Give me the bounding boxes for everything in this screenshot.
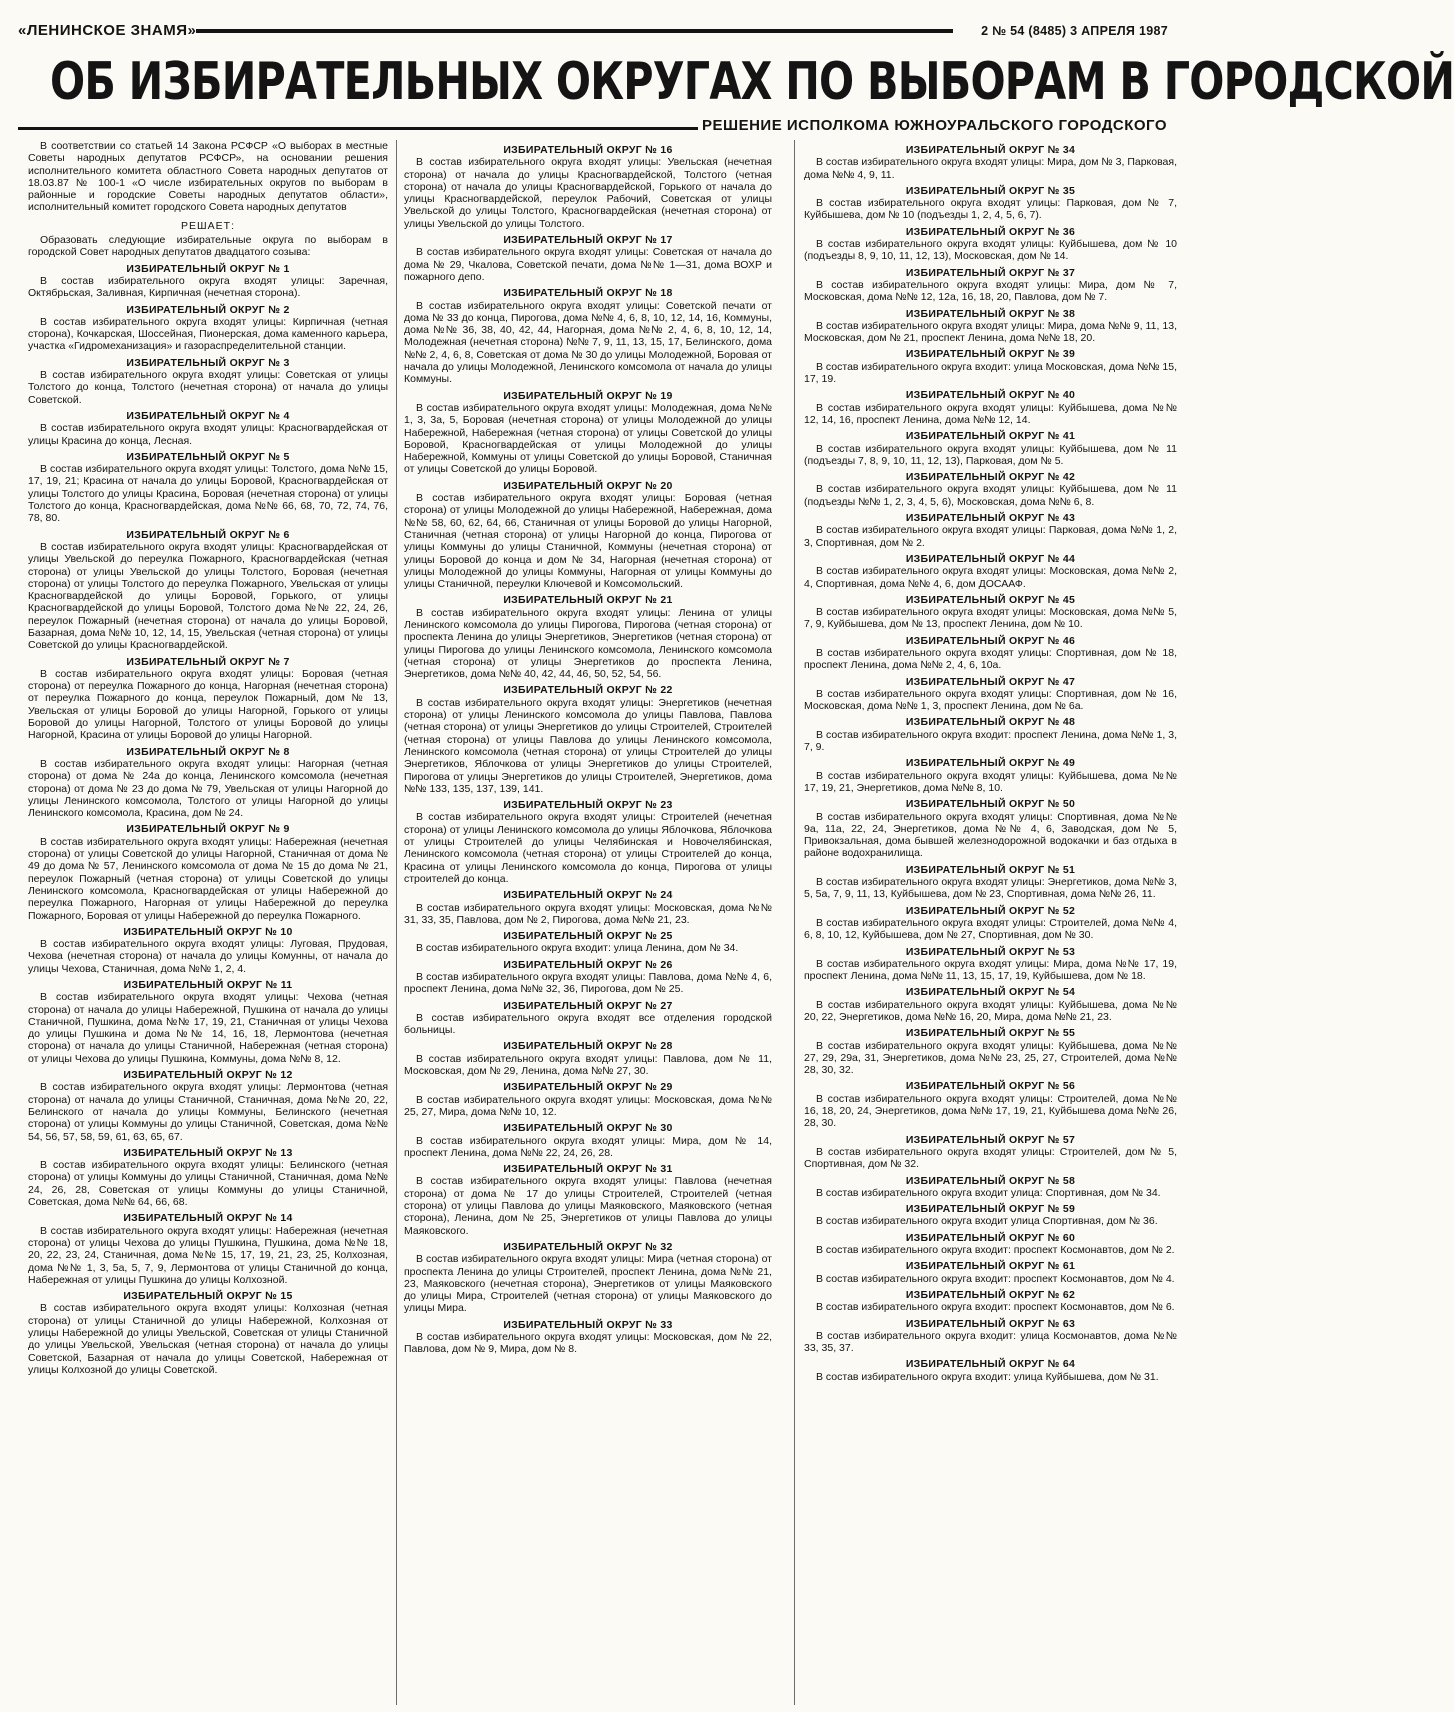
district-entry	[804, 308, 1177, 345]
district-entry	[804, 716, 1177, 753]
district-streets: В состав избирательного округа входят улицы: Куйбышева, дома №№ 27, 29, 29а, 31, Энергетиков, дома №№ 23, 25, 27, Строителей, дома №№ 28, 30, 32.	[804, 1039, 1177, 1077]
district-streets: В состав избирательного округа входят улицы: Кирпичная (четная сторона), Кочкарская, Шоссейная, Пионерская, дома каменного карьера, участка «Гидромеханизация» и газораспределительной станции.	[28, 315, 388, 353]
district-title: ИЗБИРАТЕЛЬНЫЙ ОКРУГ № 41	[905, 430, 1076, 443]
district-streets: В состав избирательного округа входят улицы: Павлова, дом № 11, Московская, дом № 29, Ленина, дома №№ 27, 30.	[404, 1052, 772, 1078]
district-streets: В состав избирательного округа входят улицы: Мира, дом № 7, Московская, дома №№ 12, 12а, 16, 18, 20, Павлова, дом № 7.	[804, 278, 1177, 304]
district-entry	[404, 1081, 772, 1118]
district-streets: В состав избирательного округа входят улицы: Строителей, дома №№ 4, 6, 8, 10, 12, Куйбышева, дом № 27, Спортивная, дом № 30.	[804, 916, 1177, 942]
district-entry	[28, 451, 388, 525]
district-streets: В состав избирательного округа входят улицы: Энергетиков, дома №№ 3, 5, 5а, 7, 9, 11, 13, Куйбышева, дом № 23, Спортивная, дома №№ 26, 11.	[804, 876, 1177, 901]
district-streets: В состав избирательного округа входят улицы: Парковая, дома №№ 1, 2, 3, Спортивная, дом № 2.	[804, 524, 1177, 549]
district-streets: В состав избирательного округа входят улицы: Куйбышева, дома №№ 12, 14, 16, проспект Ленина, дома №№ 12, 14.	[804, 401, 1177, 426]
district-title: ИЗБИРАТЕЛЬНЫЙ ОКРУГ № 29	[503, 1081, 673, 1094]
district-title: ИЗБИРАТЕЛЬНЫЙ ОКРУГ № 22	[503, 684, 673, 697]
issue-info: 2 № 54 (8485) 3 АПРЕЛЯ 1987	[981, 24, 1168, 38]
district-title: ИЗБИРАТЕЛЬНЫЙ ОКРУГ № 52	[905, 904, 1076, 917]
district-entry	[804, 144, 1177, 181]
district-title: ИЗБИРАТЕЛЬНЫЙ ОКРУГ № 6	[126, 528, 290, 541]
district-title: ИЗБИРАТЕЛЬНЫЙ ОКРУГ № 59	[905, 1203, 1076, 1216]
district-streets: В состав избирательного округа входят улицы: Павлова, дома №№ 4, 6, проспект Ленина, дома №№ 32, 36, Пирогова, дом № 25.	[404, 971, 772, 996]
district-list	[404, 144, 772, 1356]
district-title: ИЗБИРАТЕЛЬНЫЙ ОКРУГ № 28	[503, 1040, 673, 1053]
district-streets: В состав избирательного округа входят улицы: Мира (четная сторона) от проспекта Ленина до улицы Строителей, проспект Ленина, дома №№ 21, 23, Маяковского (нечетная сторона), Энергетиков от улицы Маяковского до улицы Мира, Строителей (четная сторона) от улицы Маяковского до улицы Мира.	[404, 1253, 772, 1315]
district-entry	[804, 946, 1177, 983]
masthead	[18, 22, 1168, 44]
district-entry	[28, 746, 388, 820]
district-entry	[28, 410, 388, 447]
district-entry	[28, 1290, 388, 1376]
district-streets: В состав избирательного округа входят улицы: Увельская (нечетная сторона) от начала до улицы Красногвардейской, Толстого (четная сторона) от начала до улицы Красногвардейской, Горького от начала до улицы Красногвардейской, переулок Рабочий, Советская от улицы Увельской до улицы Толстого, Красногвардейская (нечетная сторона) от улицы Увельской до улицы Толстого.	[404, 156, 772, 230]
district-entry	[28, 979, 388, 1065]
district-title: ИЗБИРАТЕЛЬНЫЙ ОКРУГ № 37	[905, 266, 1076, 279]
district-title: ИЗБИРАТЕЛЬНЫЙ ОКРУГ № 4	[126, 409, 290, 422]
district-entry	[28, 529, 388, 652]
district-streets: В состав избирательного округа входит: проспект Космонавтов, дом № 2.	[816, 1244, 1175, 1257]
district-streets: В состав избирательного округа входят улицы: Парковая, дом № 7, Куйбышева, дом № 10 (подъезды 1, 2, 4, 5, 6, 7).	[804, 197, 1177, 222]
district-entry	[28, 823, 388, 921]
district-title: ИЗБИРАТЕЛЬНЫЙ ОКРУГ № 34	[905, 144, 1076, 156]
district-title: ИЗБИРАТЕЛЬНЫЙ ОКРУГ № 58	[905, 1174, 1076, 1187]
district-title: ИЗБИРАТЕЛЬНЫЙ ОКРУГ № 25	[503, 930, 673, 943]
district-streets: В состав избирательного округа входят улицы: Набережная (нечетная сторона) от улицы Чехова до улицы Пушкина, Пушкина, дома №№ 18, 20, 22, 23, 24, Станичная, дома №№ 15, 17, 19, 21, 23, 25, Колхозная, дома №№ 1, 3, 5а, 5, 7, 9, Лермонтова от улицы Станичной до конца, Набережная от улицы Пушкина до улицы Колхозной.	[28, 1224, 388, 1286]
district-streets: В состав избирательного округа входят улицы: Куйбышева, дом № 10 (подъезды 8, 9, 10, 11, 12, 13), Московская, дом № 14.	[804, 238, 1177, 263]
district-title: ИЗБИРАТЕЛЬНЫЙ ОКРУГ № 21	[503, 594, 673, 607]
district-entry	[404, 144, 772, 230]
district-title: ИЗБИРАТЕЛЬНЫЙ ОКРУГ № 61	[905, 1260, 1076, 1273]
district-streets: В состав избирательного округа входят улицы: Павлова (нечетная сторона) от дома № 17 до улицы Строителей, Строителей (четная сторона) от улицы Павлова до улицы Маяковского, Маяковского (четная сторона), Ленина, дом № 25, Энергетиков от улицы Павлова до улицы Маяковского.	[404, 1175, 772, 1237]
district-streets: В состав избирательного округа входит: улица Московская, дома №№ 15, 17, 19.	[804, 360, 1177, 386]
district-entry	[804, 1318, 1177, 1355]
district-title: ИЗБИРАТЕЛЬНЫЙ ОКРУГ № 19	[503, 389, 673, 402]
district-streets: В состав избирательного округа входит: улица Куйбышева, дом № 31.	[816, 1370, 1159, 1383]
district-title: ИЗБИРАТЕЛЬНЫЙ ОКРУГ № 48	[905, 716, 1076, 729]
district-streets: В состав избирательного округа входят улицы: Красногвардейская от улицы Увельской до переулка Пожарного, Красногвардейская (четная сторона) от улицы Увельской до улицы Толстого, Боровая (нечетная сторона) от улицы Толстого до переулка Пожарного, Увельская от улицы Красногвардейской до улицы Боровой, Горького, от улицы Красногвардейской до улицы Боровой, Толстого дома №№ 22, 24, 26, переулок Пожарный (нечетная сторона) от начала до улицы Боровой, Базарная, дома №№ 10, 12, 14, 15, Увельская (четная сторона) от улицы Советской до улицы Красногвардейской.	[28, 540, 388, 652]
column-1	[28, 140, 388, 1705]
district-streets: В состав избирательного округа входят улицы: Московская, дом № 22, Павлова, дом № 9, Мира, дом № 8.	[404, 1331, 772, 1356]
district-entry	[404, 889, 772, 926]
district-title: ИЗБИРАТЕЛЬНЫЙ ОКРУГ № 26	[503, 958, 673, 971]
district-title: ИЗБИРАТЕЛЬНЫЙ ОКРУГ № 47	[905, 675, 1076, 688]
district-list	[28, 263, 388, 1377]
district-title: ИЗБИРАТЕЛЬНЫЙ ОКРУГ № 38	[905, 307, 1076, 320]
district-streets: В состав избирательного округа входят улицы: Заречная, Октябрьская, Заливная, Кирпичная (нечетная сторона).	[28, 274, 388, 300]
district-entry	[804, 1175, 1177, 1200]
district-entry	[804, 226, 1177, 263]
district-entry	[804, 1232, 1177, 1257]
district-title: ИЗБИРАТЕЛЬНЫЙ ОКРУГ № 12	[123, 1069, 293, 1082]
district-entry	[804, 1358, 1177, 1383]
district-title: ИЗБИРАТЕЛЬНЫЙ ОКРУГ № 3	[126, 356, 290, 369]
district-streets: В состав избирательного округа входят улицы: Энергетиков (нечетная сторона) от улицы Ленинского комсомола до улицы Павлова, Павлова (четная сторона) от улицы Энергетиков до улицы Строителей, Строителей (четная сторона) от улицы Павлова до улицы Ленинского комсомола, Ленинского комсомола (четная сторона) от улицы Строителей до улицы Энергетиков, Яблочкова от улицы Энергетиков до улицы Строителей, Пирогова от улицы Энергетиков до улицы Строителей, Энергетиков, дома №№ 133, 135, 137, 139, 141.	[404, 696, 772, 795]
district-entry	[28, 304, 388, 353]
district-entry	[804, 1080, 1177, 1129]
district-streets: В состав избирательного округа входят улицы: Строителей, дом № 5, Спортивная, дом № 32.	[804, 1145, 1177, 1171]
district-streets: В состав избирательного округа входят улицы: Советская от улицы Толстого до конца, Толстого (нечетная сторона) от начала до улицы Советской.	[28, 369, 388, 406]
district-title: ИЗБИРАТЕЛЬНЫЙ ОКРУГ № 63	[905, 1317, 1076, 1330]
district-streets: В состав избирательного округа входят все отделения городской больницы.	[404, 1011, 772, 1037]
district-title: ИЗБИРАТЕЛЬНЫЙ ОКРУГ № 51	[905, 863, 1076, 876]
district-entry	[404, 234, 772, 283]
district-title: ИЗБИРАТЕЛЬНЫЙ ОКРУГ № 53	[905, 945, 1076, 958]
district-entry	[28, 263, 388, 300]
district-entry	[804, 635, 1177, 672]
district-entry	[28, 1069, 388, 1143]
district-entry	[404, 1122, 772, 1159]
district-streets: В состав избирательного округа входит: проспект Космонавтов, дом № 6.	[816, 1301, 1175, 1314]
district-title: ИЗБИРАТЕЛЬНЫЙ ОКРУГ № 17	[503, 234, 673, 247]
district-entry	[804, 986, 1177, 1023]
district-title: ИЗБИРАТЕЛЬНЫЙ ОКРУГ № 20	[503, 479, 673, 492]
district-entry	[804, 1260, 1177, 1285]
district-title: ИЗБИРАТЕЛЬНЫЙ ОКРУГ № 8	[126, 745, 290, 758]
district-entry	[804, 185, 1177, 222]
district-streets: В состав избирательного округа входит улица Спортивная, дом № 36.	[816, 1215, 1158, 1228]
district-entry	[804, 864, 1177, 901]
district-title: ИЗБИРАТЕЛЬНЫЙ ОКРУГ № 11	[123, 979, 293, 991]
district-entry	[404, 684, 772, 795]
district-entry	[28, 357, 388, 406]
column-3	[804, 140, 1177, 1705]
district-streets: В состав избирательного округа входят улицы: Спортивная, дом № 18, проспект Ленина, дома №№ 2, 4, 6, 10а.	[804, 646, 1177, 672]
newspaper-name: «ЛЕНИНСКОЕ ЗНАМЯ»	[18, 22, 197, 39]
district-entry	[804, 1134, 1177, 1171]
district-entry	[404, 480, 772, 591]
district-entry	[804, 1203, 1177, 1228]
district-title: ИЗБИРАТЕЛЬНЫЙ ОКРУГ № 43	[905, 512, 1076, 525]
district-entry	[28, 656, 388, 742]
district-title: ИЗБИРАТЕЛЬНЫЙ ОКРУГ № 46	[905, 634, 1076, 647]
district-entry	[28, 926, 388, 975]
district-streets: В состав избирательного округа входят улицы: Куйбышева, дом № 11 (подъезды 7, 8, 9, 10, 11, 12, 13), Парковая, дом № 5.	[804, 442, 1177, 467]
district-streets: В состав избирательного округа входят улицы: Мира, дома №№ 9, 11, 13, Московская, дом № 21, проспект Ленина, дома №№ 18, 20.	[804, 319, 1177, 345]
district-entry	[404, 1163, 772, 1237]
district-streets: В состав избирательного округа входят улицы: Строителей, дома №№ 16, 18, 20, 24, Энергетиков, дома №№ 17, 19, 21, Куйбышева дома №№ 26, 28, 30.	[804, 1092, 1177, 1130]
district-streets: В состав избирательного округа входят улицы: Московская, дома №№ 25, 27, Мира, дома №№ 10, 12.	[404, 1093, 772, 1118]
district-title: ИЗБИРАТЕЛЬНЫЙ ОКРУГ № 27	[503, 999, 673, 1012]
district-entry	[404, 390, 772, 476]
district-streets: В состав избирательного округа входят улицы: Чехова (четная сторона) от начала до улицы Набережной, Пушкина от начала до улицы Станичной, Пушкина, дома №№ 17, 19, 21, Станичная от улицы Чехова до улицы Пушкина и дома №№ 14, 16, 18, Лермонтова (нечетная сторона) от начала до улицы Станичной, Набережная (четная сторона) от улицы Чехова до улицы Пушкина, Коммуны, дома №№ 8, 12.	[28, 991, 388, 1065]
district-streets: В состав избирательного округа входят улицы: Советской печати от дома № 33 до конца, Пирогова, дома №№ 4, 6, 8, 10, 12, 14, 16, Коммуны, дома №№ 36, 38, 40, 42, 44, Нагорная, дома №№ 2, 4, 6, 8, 10, 12, 14, Молодежная (нечетная сторона) №№ 7, 9, 11, 13, 15, 17, Белинского, дома №№ 2, 4, 6, 8, Советская от дома № 30 до улицы Молодежной, Боровая от начала до улицы Молодежной, Ленинского комсомола от начала до улицы Коммуны.	[404, 299, 772, 386]
district-entry	[804, 267, 1177, 304]
district-title: ИЗБИРАТЕЛЬНЫЙ ОКРУГ № 23	[503, 799, 673, 812]
district-title: ИЗБИРАТЕЛЬНЫЙ ОКРУГ № 40	[905, 389, 1076, 402]
district-entry	[804, 1289, 1177, 1314]
district-entry	[804, 553, 1177, 590]
district-streets: В состав избирательного округа входят улицы: Куйбышева, дома №№ 20, 22, Энергетиков, дома №№ 16, 20, Мира, дома №№ 21, 23.	[804, 998, 1177, 1023]
district-title: ИЗБИРАТЕЛЬНЫЙ ОКРУГ № 36	[905, 225, 1076, 238]
district-title: ИЗБИРАТЕЛЬНЫЙ ОКРУГ № 31	[503, 1163, 673, 1176]
subheadline: РЕШЕНИЕ ИСПОЛКОМА ЮЖНОУРАЛЬСКОГО ГОРОДСКОГО	[702, 117, 1168, 134]
district-streets: В состав избирательного округа входят улицы: Спортивная, дом № 16, Московская, дома №№ 1, 3, проспект Ленина, дом № 6а.	[804, 687, 1177, 713]
district-streets: В состав избирательного округа входят улицы: Куйбышева, дома №№ 17, 19, 21, Энергетиков, дома №№ 8, 10.	[804, 769, 1177, 794]
district-streets: В состав избирательного округа входят улицы: Мира, дома №№ 17, 19, проспект Ленина, дома №№ 11, 13, 15, 17, 19, Куйбышева, дом № 18.	[804, 957, 1177, 983]
district-streets: В состав избирательного округа входят улицы: Боровая (четная сторона) от улицы Молодежной до улицы Набережной, Набережная, дома №№ 58, 60, 62, 64, 66, Станичная от улицы Боровой до улицы Нагорной, Станичная (четная сторона) от улицы Нагорной до конца, Пирогова от улицы Коммуны до улицы Станичной, Коммуны (нечетная сторона) от улицы Боровой до конца и дом № 34, Нагорная (нечетная сторона) от улицы Молодежной до улицы Коммуны, Нагорная от улицы Коммуны до улицы Станичной, переулки Ключевой и Комсомольский.	[404, 492, 772, 591]
district-entry	[804, 389, 1177, 426]
district-title: ИЗБИРАТЕЛЬНЫЙ ОКРУГ № 7	[126, 655, 290, 668]
district-entry	[404, 959, 772, 996]
district-title: ИЗБИРАТЕЛЬНЫЙ ОКРУГ № 2	[126, 303, 290, 316]
district-streets: В состав избирательного округа входят улицы: Красногвардейская от улицы Красина до конца, Лесная.	[28, 422, 388, 447]
district-entry	[404, 1241, 772, 1315]
district-title: ИЗБИРАТЕЛЬНЫЙ ОКРУГ № 54	[905, 986, 1076, 999]
decree-paragraph: Образовать следующие избирательные округа по выборам в городской Совет народных депутатов двадцатого созыва:	[28, 234, 388, 259]
district-title: ИЗБИРАТЕЛЬНЫЙ ОКРУГ № 42	[905, 471, 1076, 484]
district-title: ИЗБИРАТЕЛЬНЫЙ ОКРУГ № 16	[503, 144, 673, 156]
district-title: ИЗБИРАТЕЛЬНЫЙ ОКРУГ № 45	[905, 593, 1076, 606]
column-divider	[396, 140, 397, 1705]
district-entry	[804, 512, 1177, 549]
district-entry	[804, 348, 1177, 385]
district-title: ИЗБИРАТЕЛЬНЫЙ ОКРУГ № 35	[905, 184, 1076, 197]
column-2	[404, 140, 772, 1705]
district-title: ИЗБИРАТЕЛЬНЫЙ ОКРУГ № 64	[905, 1358, 1076, 1371]
resolve-heading: РЕШАЕТ:	[181, 219, 235, 232]
district-streets: В состав избирательного округа входит улица: Спортивная, дом № 34.	[816, 1186, 1161, 1199]
district-entry	[404, 1319, 772, 1356]
district-title: ИЗБИРАТЕЛЬНЫЙ ОКРУГ № 62	[905, 1288, 1076, 1301]
district-title: ИЗБИРАТЕЛЬНЫЙ ОКРУГ № 49	[905, 757, 1076, 770]
district-title: ИЗБИРАТЕЛЬНЫЙ ОКРУГ № 1	[126, 262, 290, 275]
district-title: ИЗБИРАТЕЛЬНЫЙ ОКРУГ № 39	[905, 348, 1076, 361]
district-streets: В состав избирательного округа входят улицы: Московская, дома №№ 2, 4, Спортивная, дома №№ 4, 6, дом ДОСААФ.	[804, 565, 1177, 590]
district-title: ИЗБИРАТЕЛЬНЫЙ ОКРУГ № 18	[503, 287, 673, 300]
district-title: ИЗБИРАТЕЛЬНЫЙ ОКРУГ № 5	[126, 450, 290, 463]
district-title: ИЗБИРАТЕЛЬНЫЙ ОКРУГ № 14	[123, 1212, 293, 1225]
district-streets: В состав избирательного округа входят улицы: Молодежная, дома №№ 1, 3, 3а, 5, Боровая (нечетная сторона) от улицы Молодежной до улицы Набережной, Набережная (четная сторона) от улицы Советской до улицы Боровой, Красногвардейская от улицы Молодежной до улицы Набережной, Коммуны от улицы Советской до улицы Боровой, Станичная от улицы Советской до улицы Боровой.	[404, 401, 772, 476]
district-streets: В состав избирательного округа входят улицы: Спортивная, дома №№ 9а, 11а, 22, 24, Энергетиков, дома №№ 4, 6, Заводская, дом № 5, Привокзальная, дома бывшей железнодорожной водокачки и баз отдыха в районе водохранилища.	[804, 810, 1177, 860]
district-entry	[804, 594, 1177, 631]
subheadline-rule	[18, 127, 698, 130]
district-streets: В состав избирательного округа входят улицы: Набережная (нечетная сторона) от улицы Советской до улицы Нагорной, Станичная от дома № 49 до дома № 57, Ленинского комсомола от дома № 15 до дома № 21, переулок Пожарный (четная сторона) от улицы Советской до улицы Ленинского комсомола, Красногвардейская от улицы Набережной до переулка Пожарного, Нагорная от улицы Набережной до переулка Пожарного, Боровая от улицы Набережной до переулка Пожарного.	[28, 835, 388, 922]
district-entry	[404, 799, 772, 885]
district-title: ИЗБИРАТЕЛЬНЫЙ ОКРУГ № 10	[123, 925, 293, 938]
district-streets: В состав избирательного округа входят улицы: Толстого, дома №№ 15, 17, 19, 21; Красина от начала до улицы Боровой, Красногвардейская от улицы Толстого до улицы Красина, Боровая (нечетная сторона) от улицы Толстого до конца, Красногвардейская, дома №№ 66, 68, 70, 72, 74, 76, 78, 80.	[28, 463, 388, 525]
district-streets: В состав избирательного округа входят улицы: Луговая, Прудовая, Чехова (нечетная сторона) от начала до улицы Комунны, от начала до улицы Чехова, Станичная, дома №№ 1, 2, 4.	[28, 938, 388, 975]
district-streets: В состав избирательного округа входят улицы: Ленина от улицы Ленинского комсомола до улицы Пирогова, Пирогова (четная сторона) от проспекта Ленина до улицы Энергетиков, Энергетиков (четная сторона) от улицы Пирогова до улицы Ленинского комсомола, Ленинского комсомола (четная сторона) от улицы Энергетиков до проспекта Ленина, Энергетиков, дома №№ 40, 42, 44, 46, 50, 52, 54, 56.	[404, 606, 772, 681]
district-entry	[804, 905, 1177, 942]
district-streets: В состав избирательного округа входят улицы: Боровая (четная сторона) от переулка Пожарного до конца, Нагорная (нечетная сторона) от переулка Пожарного до конца, переулок Пожарный, дом № 13, Увельская от улицы Боровой до улицы Нагорной, Горького от улицы Боровой до улицы Нагорной, Толстого от улицы Боровой до улицы Нагорной, Красина от улицы Боровой до улицы Нагорной.	[28, 667, 388, 742]
district-entry	[404, 287, 772, 385]
district-title: ИЗБИРАТЕЛЬНЫЙ ОКРУГ № 9	[126, 823, 290, 836]
district-title: ИЗБИРАТЕЛЬНЫЙ ОКРУГ № 57	[905, 1133, 1076, 1146]
masthead-rule	[196, 29, 953, 33]
district-streets: В состав избирательного округа входят улицы: Мира, дом № 14, проспект Ленина, дома №№ 22, 24, 26, 28.	[404, 1134, 772, 1159]
district-streets: В состав избирательного округа входят улицы: Колхозная (четная сторона) от улицы Станичной до улицы Набережной, Колхозная от улицы Набережной до улицы Увельской, Советская от улицы Станичной до улицы Увельской, Увельская (четная сторона) от начала до улицы Советской, Базарная от начала до улицы Советской, Набережная от улицы Колхозной до улицы Советской.	[28, 1302, 388, 1376]
district-entry	[804, 757, 1177, 794]
district-streets: В состав избирательного округа входит: проспект Космонавтов, дом № 4.	[816, 1272, 1175, 1285]
district-title: ИЗБИРАТЕЛЬНЫЙ ОКРУГ № 13	[123, 1146, 293, 1159]
district-title: ИЗБИРАТЕЛЬНЫЙ ОКРУГ № 50	[905, 798, 1076, 811]
district-streets: В состав избирательного округа входят улицы: Московская, дома №№ 5, 7, 9, Куйбышева, дом № 13, проспект Ленина, дом № 10.	[804, 606, 1177, 631]
district-entry	[28, 1147, 388, 1208]
district-streets: В состав избирательного округа входят улицы: Куйбышева, дом № 11 (подъезды №№ 1, 2, 3, 4, 5, 6), Московская, дома №№ 6, 8.	[804, 483, 1177, 508]
district-title: ИЗБИРАТЕЛЬНЫЙ ОКРУГ № 32	[503, 1240, 673, 1253]
district-streets: В состав избирательного округа входят улицы: Мира, дом № 3, Парковая, дома №№ 4, 9, 11.	[804, 156, 1177, 181]
district-entry	[804, 471, 1177, 508]
district-title: ИЗБИРАТЕЛЬНЫЙ ОКРУГ № 24	[503, 889, 673, 902]
district-title: ИЗБИРАТЕЛЬНЫЙ ОКРУГ № 44	[905, 552, 1076, 565]
district-streets: В состав избирательного округа входит: улица Космонавтов, дома №№ 33, 35, 37.	[804, 1329, 1177, 1355]
district-entry	[804, 1027, 1177, 1076]
intro-paragraph: В соответствии со статьей 14 Закона РСФСР «О выборах в местные Советы народных депутатов РСФСР», на основании решения исполнительного комитета областного Совета народных депутатов от 18.03.87 № 100-1 «О числе избирательных округов по выборам в районные и городские Советы народных депутатов области», исполнительный комитет городского Совета народных депутатов	[28, 140, 388, 214]
district-streets: В состав избирательного округа входит: улица Ленина, дом № 34.	[416, 942, 739, 955]
district-title: ИЗБИРАТЕЛЬНЫЙ ОКРУГ № 15	[123, 1290, 293, 1303]
district-title: ИЗБИРАТЕЛЬНЫЙ ОКРУГ № 33	[503, 1318, 673, 1331]
headline: ОБ ИЗБИРАТЕЛЬНЫХ ОКРУГАХ ПО ВЫБОРАМ В ГОРОДСКОЙ	[50, 52, 1454, 112]
district-streets: В состав избирательного округа входит: проспект Ленина, дома №№ 1, 3, 7, 9.	[804, 728, 1177, 754]
district-entry	[804, 676, 1177, 713]
district-title: ИЗБИРАТЕЛЬНЫЙ ОКРУГ № 30	[503, 1122, 673, 1135]
district-entry	[404, 1040, 772, 1077]
district-entry	[404, 1000, 772, 1037]
district-streets: В состав избирательного округа входят улицы: Белинского (четная сторона) от улицы Коммуны до улицы Станичной, Станичная, дома №№ 24, 26, 28, Советская от улицы Коммуны до улицы Станичной, Советская, дома №№ 64, 66, 68.	[28, 1159, 388, 1209]
district-entry	[28, 1212, 388, 1286]
district-streets: В состав избирательного округа входят улицы: Советская от начала до дома № 29, Чкалова, Советской печати, дома №№ 1—31, дома ВОХР и пожарного депо.	[404, 246, 772, 283]
district-entry	[804, 798, 1177, 859]
district-entry	[804, 430, 1177, 467]
district-entry	[404, 930, 772, 955]
district-streets: В состав избирательного округа входят улицы: Московская, дома №№ 31, 33, 35, Павлова, дом № 2, Пирогова, дома №№ 21, 23.	[404, 901, 772, 926]
district-streets: В состав избирательного округа входят улицы: Строителей (нечетная сторона) от улицы Ленинского комсомола до улицы Яблочкова, Яблочкова от улицы Строителей до улицы Челябинская и Новочелябинская, Ленинского комсомола (четная сторона) от улицы Строителей до конца, Красина от улицы Ленинского комсомола до конца, Пирогова от улицы строителей до конца.	[404, 811, 772, 885]
district-entry	[404, 594, 772, 680]
district-title: ИЗБИРАТЕЛЬНЫЙ ОКРУГ № 56	[905, 1080, 1076, 1093]
district-list	[804, 144, 1177, 1383]
column-divider	[794, 140, 795, 1705]
district-title: ИЗБИРАТЕЛЬНЫЙ ОКРУГ № 60	[905, 1231, 1076, 1244]
district-title: ИЗБИРАТЕЛЬНЫЙ ОКРУГ № 55	[905, 1027, 1076, 1040]
district-streets: В состав избирательного округа входят улицы: Лермонтова (четная сторона) от начала до улицы Станичной, Станичная, дома №№ 20, 22, Белинского от начала до улицы Коммуны, Белинского (нечетная сторона) от улицы Коммуны до улицы Станичной, Советская, дома №№ 54, 56, 57, 58, 59, 61, 63, 65, 67.	[28, 1081, 388, 1143]
district-streets: В состав избирательного округа входят улицы: Нагорная (четная сторона) от дома № 24а до конца, Ленинского комсомола (нечетная сторона) от дома № 23 до дома № 79, Увельская от улицы Нагорной до улицы Ленинского комсомола, Толстого от улицы Нагорной до улицы Ленинского комсомола, Красина, дом № 24.	[28, 757, 388, 820]
